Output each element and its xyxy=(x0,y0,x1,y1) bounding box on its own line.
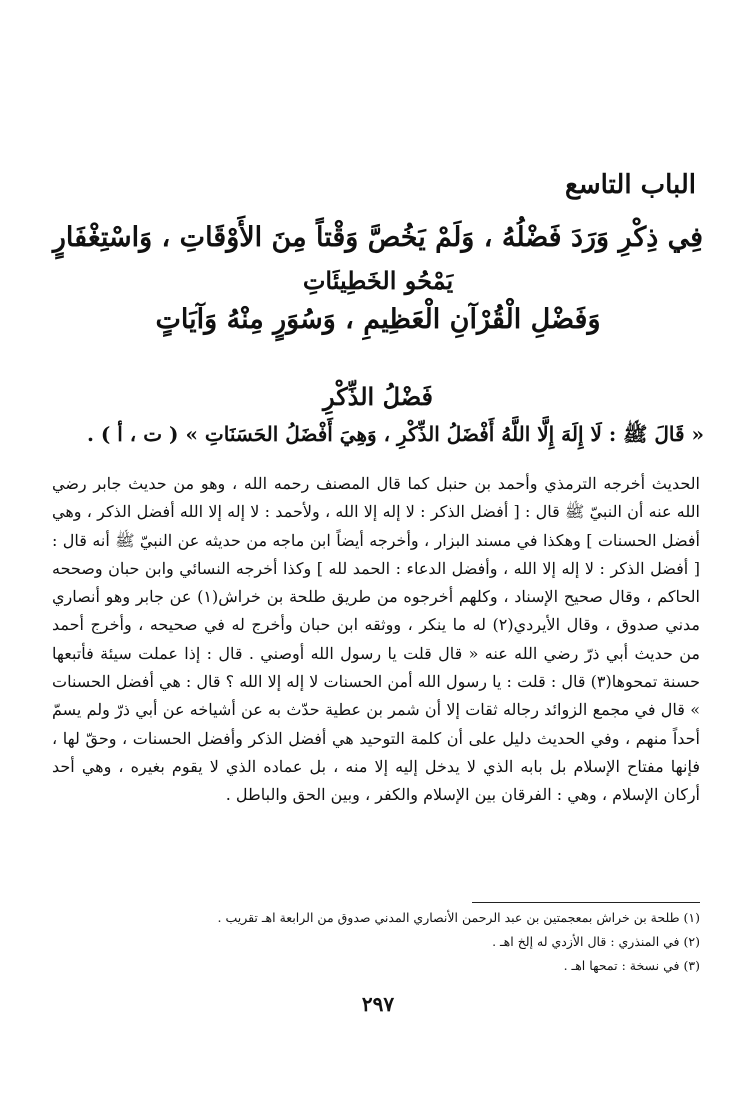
footnote-divider xyxy=(472,902,700,903)
hadith-text: « قَالَ ﷺ : لَا إِلَهَ إِلَّا اللَّهُ أَفْضَلُ الذِّكْرِ ، وَهِيَ أَفْضَلُ الحَسَنَاتِ » ( ت ، أ ) . xyxy=(86,422,704,446)
footnotes xyxy=(52,906,700,978)
footnote-2: (٢) في المنذري : قال الأزدي له إلخ اهـ . xyxy=(492,934,700,949)
chapter-subtitle-line-1: فِي ذِكْرِ وَرَدَ فَضْلُهُ ، وَلَمْ يَخُصَّ وَقْتاً مِنَ الأَوْقَاتِ ، وَاسْتِغْفَارٍ xyxy=(52,222,704,253)
chapter-subtitle-line-3: وَفَضْلِ الْقُرْآنِ الْعَظِيمِ ، وَسُوَرٍ مِنْهُ وَآيَاتٍ xyxy=(155,304,601,335)
commentary-paragraph: الحديث أخرجه الترمذي وأحمد بن حنبل كما قال المصنف رحمه الله ، وهو من حديث جابر رضي الله عنه أن النبيّ ﷺ قال : [ أفضل الذكر : لا إله إلا الله ، ولأحمد : لا إله إلا الله أفضل الذكر ، وهي أفضل الحسنات ] وهكذا في مسند البزار ، وأخرجه أيضاً ابن ماجه من حديثه عن النبيّ ﷺ أنه قال : [ أفضل الذكر : لا إله إلا الله ، وأفضل الدعاء : الحمد لله ] وكذا أخرجه النسائي وابن حبان وصححه الحاكم ، وقال صحيح الإسناد ، وكلهم أخرجوه من طريق طلحة بن خراش(١) عن جابر وهو أنصاري مدني صدوق ، وقال الأيردي(٢) له ما ينكر ، ووثقه ابن حبان وأخرج له في صحيحه ، وأخرج أحمد من حديث أبي ذرّ رضي الله عنه « قال قلت يا رسول الله أوصني . قال : إذا عملت سيئة فأتبعها حسنة تمحوها(٣) قال : قلت : يا رسول الله أمن الحسنات لا إله إلا الله ؟ قال : هي أفضل الحسنات » قال في مجمع الزوائد رجاله ثقات إلا أن شمر بن عطية حدّث به عن أشياخه عن أبي ذرّ ولم يسمّ أحداً منهم ، وفي الحديث دليل على أن كلمة التوحيد هي أفضل الذكر وأفضل الحسنات ، وحقّ لها ، فإنها مفتاح الإسلام بل بابه الذي لا يدخل إليه إلا منه ، بل عماده الذي لا يقوم بغيره ، وهي أحد أركان الإسلام ، وهي : الفرقان بين الإسلام والكفر ، وبين الحق والباطل . xyxy=(52,474,701,805)
chapter-title: الباب التاسع xyxy=(565,170,696,200)
footnote-1: (١) طلحة بن خراش بمعجمتين بن عبد الرحمن الأنصاري المدني صدوق من الرابعة اهـ تقريب . xyxy=(217,910,700,925)
commentary-body xyxy=(52,470,700,810)
chapter-subtitle-line-2: يَمْحُو الخَطِيئَاتِ xyxy=(302,266,454,295)
section-title: فَضْلُ الذِّكْرِ xyxy=(322,382,434,411)
footnote-3: (٣) في نسخة : تمحها اهـ . xyxy=(563,958,700,973)
page-number: ٢٩٧ xyxy=(361,992,395,1016)
